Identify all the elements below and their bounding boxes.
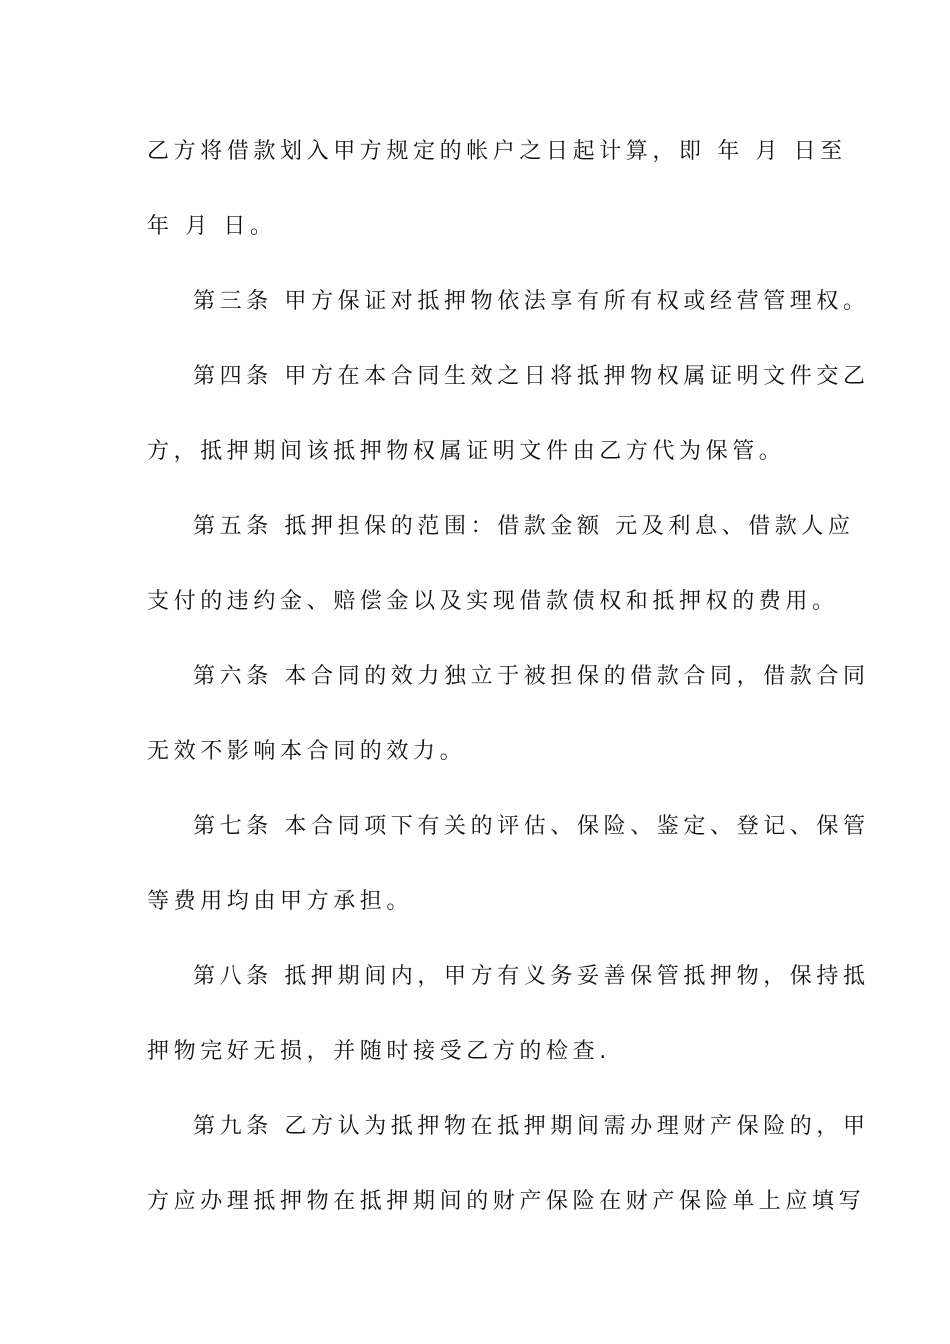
- article-6-line-2: 无效不影响本合同的效力。: [147, 739, 467, 764]
- text-line-1: 乙方将借款划入甲方规定的帐户之日起计算，即 年 月 日至: [147, 139, 847, 164]
- article-5-line-1: 第五条 抵押担保的范围：借款金额 元及利息、借款人应: [193, 514, 855, 539]
- article-9-line-2: 方应办理抵押物在抵押期间的财产保险在财产保险单上应填写: [147, 1189, 866, 1214]
- article-4-line-1: 第四条 甲方在本合同生效之日将抵押物权属证明文件交乙: [193, 364, 870, 389]
- text-line-2: 年 月 日。: [147, 214, 277, 239]
- article-3-line-1: 第三条 甲方保证对抵押物依法享有所有权或经营管理权。: [193, 289, 870, 314]
- article-8-line-1: 第八条 抵押期间内，甲方有义务妥善保管抵押物，保持抵: [193, 964, 870, 989]
- article-8-line-2: 押物完好无损，并随时接受乙方的检查.: [147, 1039, 611, 1064]
- article-4-line-2: 方，抵押期间该抵押物权属证明文件由乙方代为保管。: [147, 439, 786, 464]
- article-5-line-2: 支付的违约金、赔偿金以及实现借款债权和抵押权的费用。: [147, 589, 839, 614]
- article-7-line-2: 等费用均由甲方承担。: [147, 889, 414, 914]
- article-9-line-1: 第九条 乙方认为抵押物在抵押期间需办理财产保险的，甲: [193, 1114, 870, 1139]
- article-6-line-1: 第六条 本合同的效力独立于被担保的借款合同，借款合同: [193, 664, 870, 689]
- article-7-line-1: 第七条 本合同项下有关的评估、保险、鉴定、登记、保管: [193, 814, 870, 839]
